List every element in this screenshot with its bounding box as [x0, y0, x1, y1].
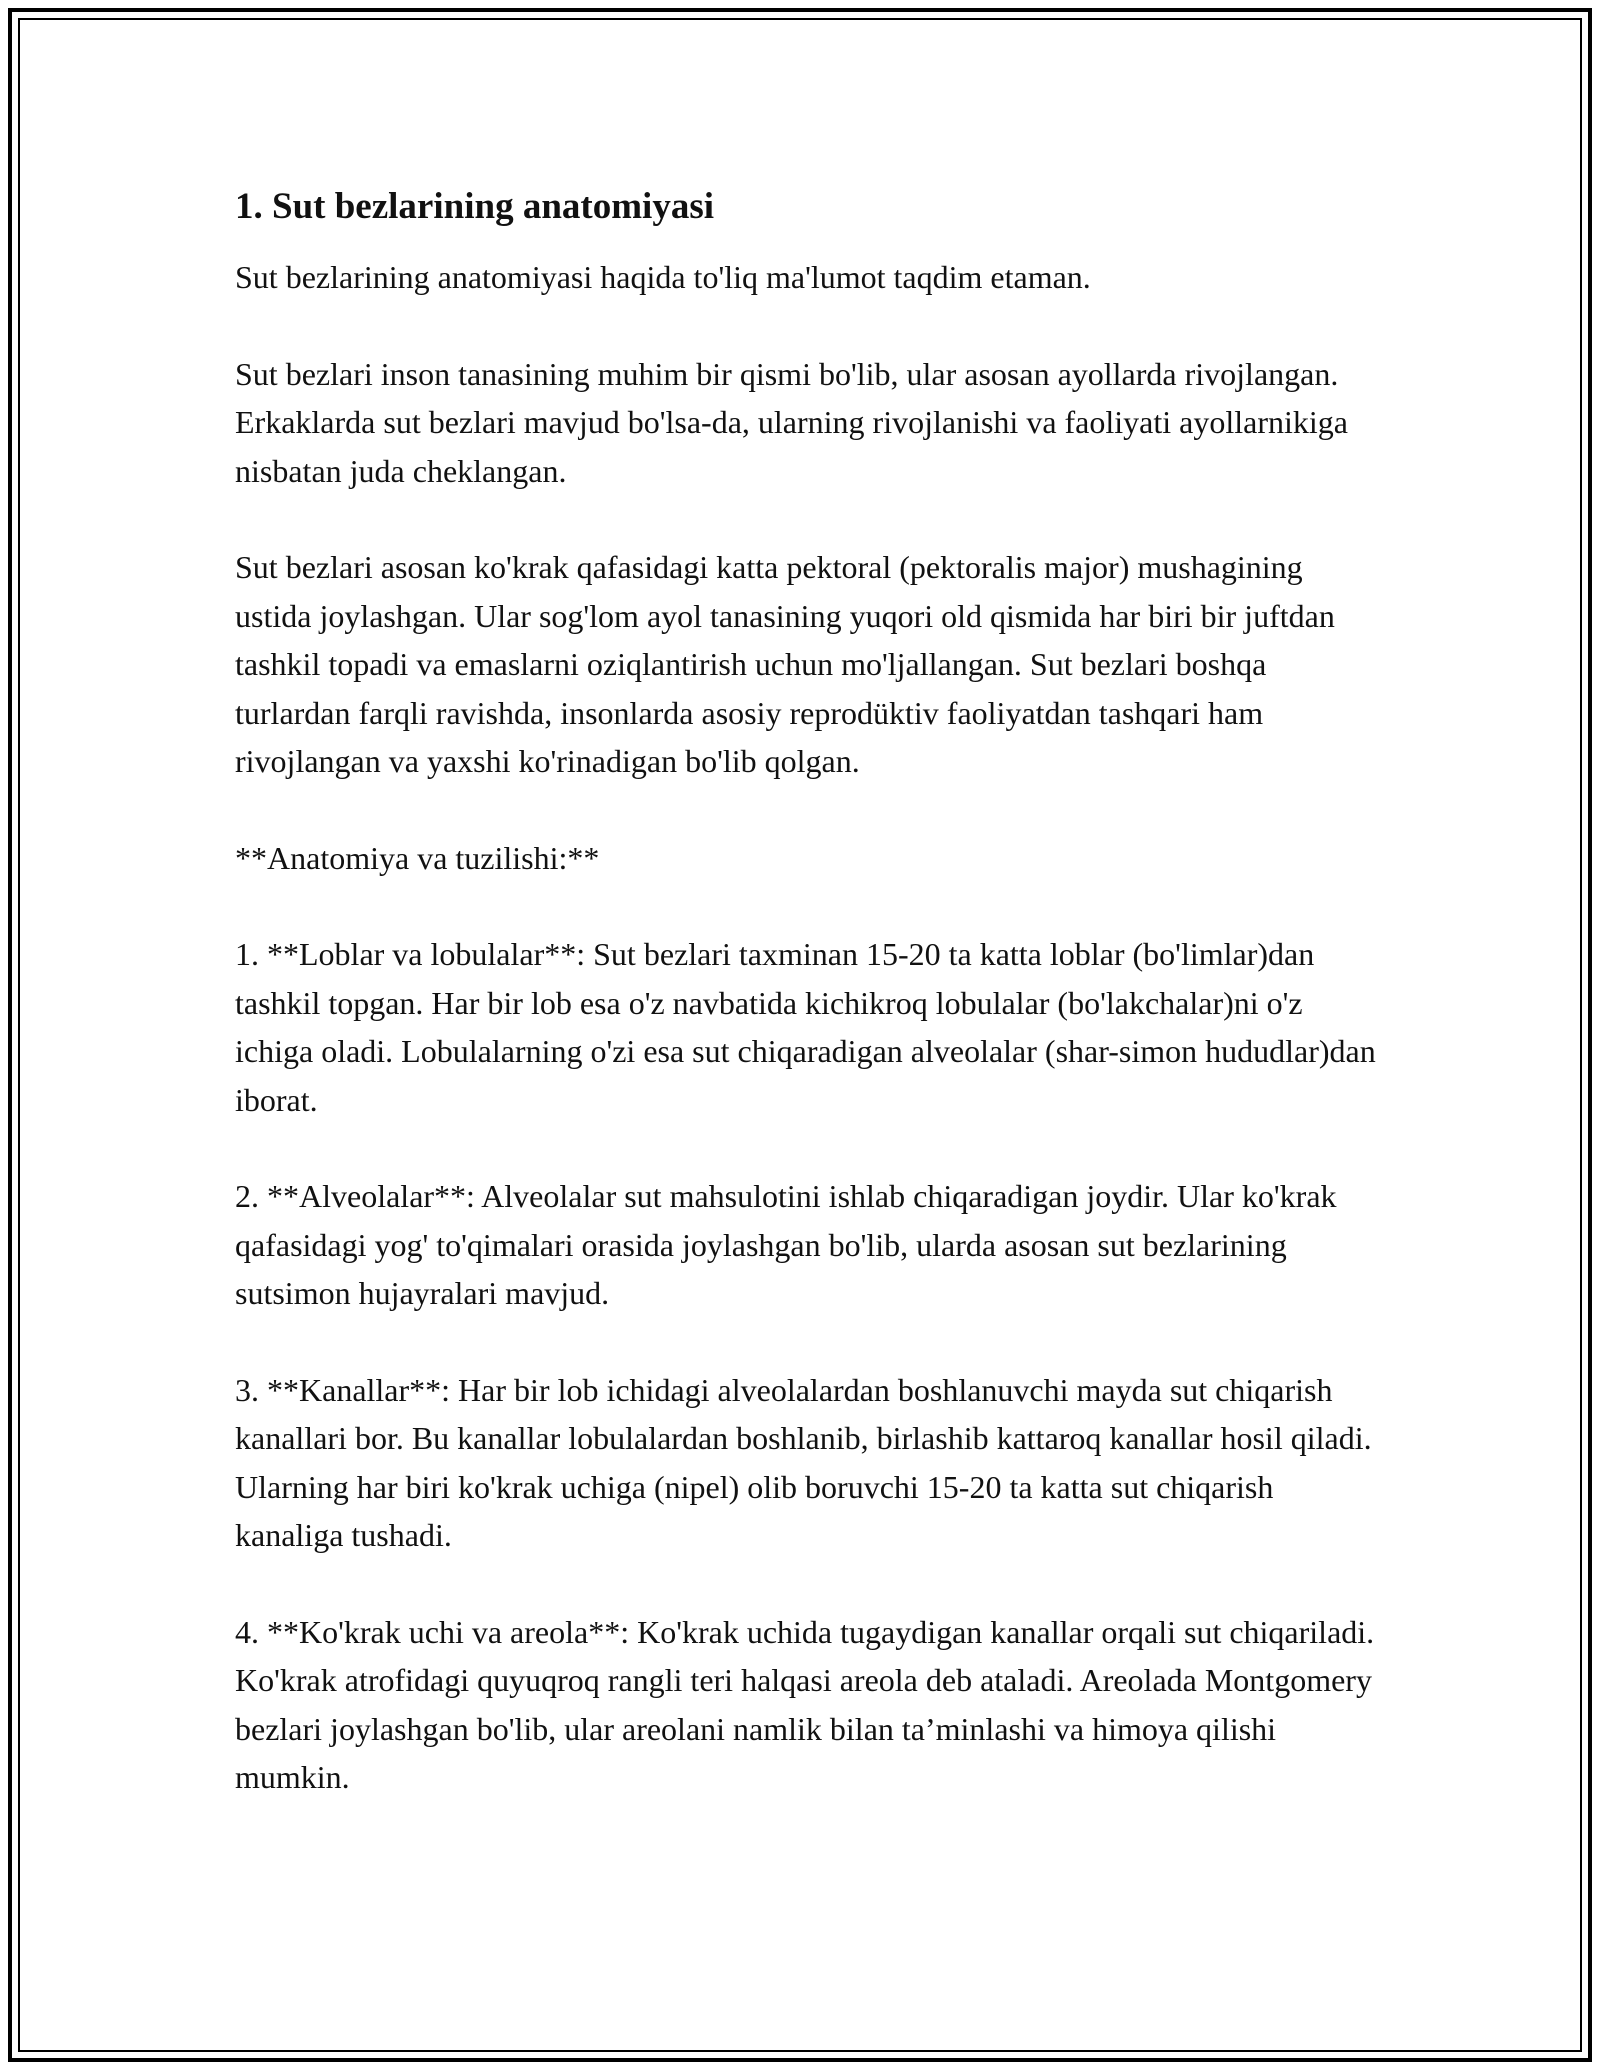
document-body	[235, 183, 1380, 1850]
paragraph-intro: Sut bezlarining anatomiyasi haqida to'liq ma'lumot taqdim etaman.	[235, 259, 1091, 295]
list-item-alveoli: 2. **Alveolalar**: Alveolalar sut mahsulotini ishlab chiqaradigan joydir. Ular ko'krak qafasidagi yog' to'qimalari orasida joylashgan bo'lib, ularda asosan sut bezlarining sutsimon hujayralari mavjud.	[235, 1178, 1337, 1311]
list-item-ducts: 3. **Kanallar**: Har bir lob ichidagi alveolalardan boshlanuvchi mayda sut chiqarish kanallari bor. Bu kanallar lobulalardan boshlanib, birlashib kattaroq kanallar hosil qiladi. Ularning har biri ko'krak uchiga (nipel) olib boruvchi 15-20 ta katta sut chiqarish kanaliga tushadi.	[235, 1371, 1372, 1553]
section-heading-anatomy: **Anatomiya va tuzilishi:**	[235, 839, 600, 876]
document-title: 1. Sut bezlarining anatomiyasi	[235, 186, 714, 227]
list-item-nipple-areola: 4. **Ko'krak uchi va areola**: Ko'krak uchida tugaydigan kanallar orqali sut chiqariladi. Ko'krak atrofidagi quyuqroq rangli teri halqasi areola deb ataladi. Areolada Montgomery bezlari joylashgan bo'lib, ular areolani namlik bilan ta’minlashi va himoya qilishi mumkin.	[235, 1613, 1375, 1795]
list-item-lobes: 1. **Loblar va lobulalar**: Sut bezlari taxminan 15-20 ta katta loblar (bo'limlar)dan tashkil topgan. Har bir lob esa o'z navbatida kichikroq lobulalar (bo'lakchalar)ni o'z ichiga oladi. Lobulalarning o'zi esa sut chiqaradigan alveolalar (shar-simon hududlar)dan iborat.	[235, 936, 1376, 1118]
paragraph-overview: Sut bezlari inson tanasining muhim bir qismi bo'lib, ular asosan ayollarda rivojlangan. Erkaklarda sut bezlari mavjud bo'lsa-da, ularning rivojlanishi va faoliyati ayollarnikiga nisbatan juda cheklangan.	[235, 355, 1348, 489]
paragraph-location: Sut bezlari asosan ko'krak qafasidagi katta pektoral (pektoralis major) mushagining ustida joylashgan. Ular sog'lom ayol tanasining yuqori old qismida har biri bir juftdan tashkil topadi va emaslarni oziqlantirish uchun mo'ljallangan. Sut bezlari boshqa turlardan farqli ravishda, insonlarda asosiy reprodüktiv faoliyatdan tashqari ham rivojlangan va yaxshi ko'rinadigan bo'lib qolgan.	[235, 549, 1335, 779]
